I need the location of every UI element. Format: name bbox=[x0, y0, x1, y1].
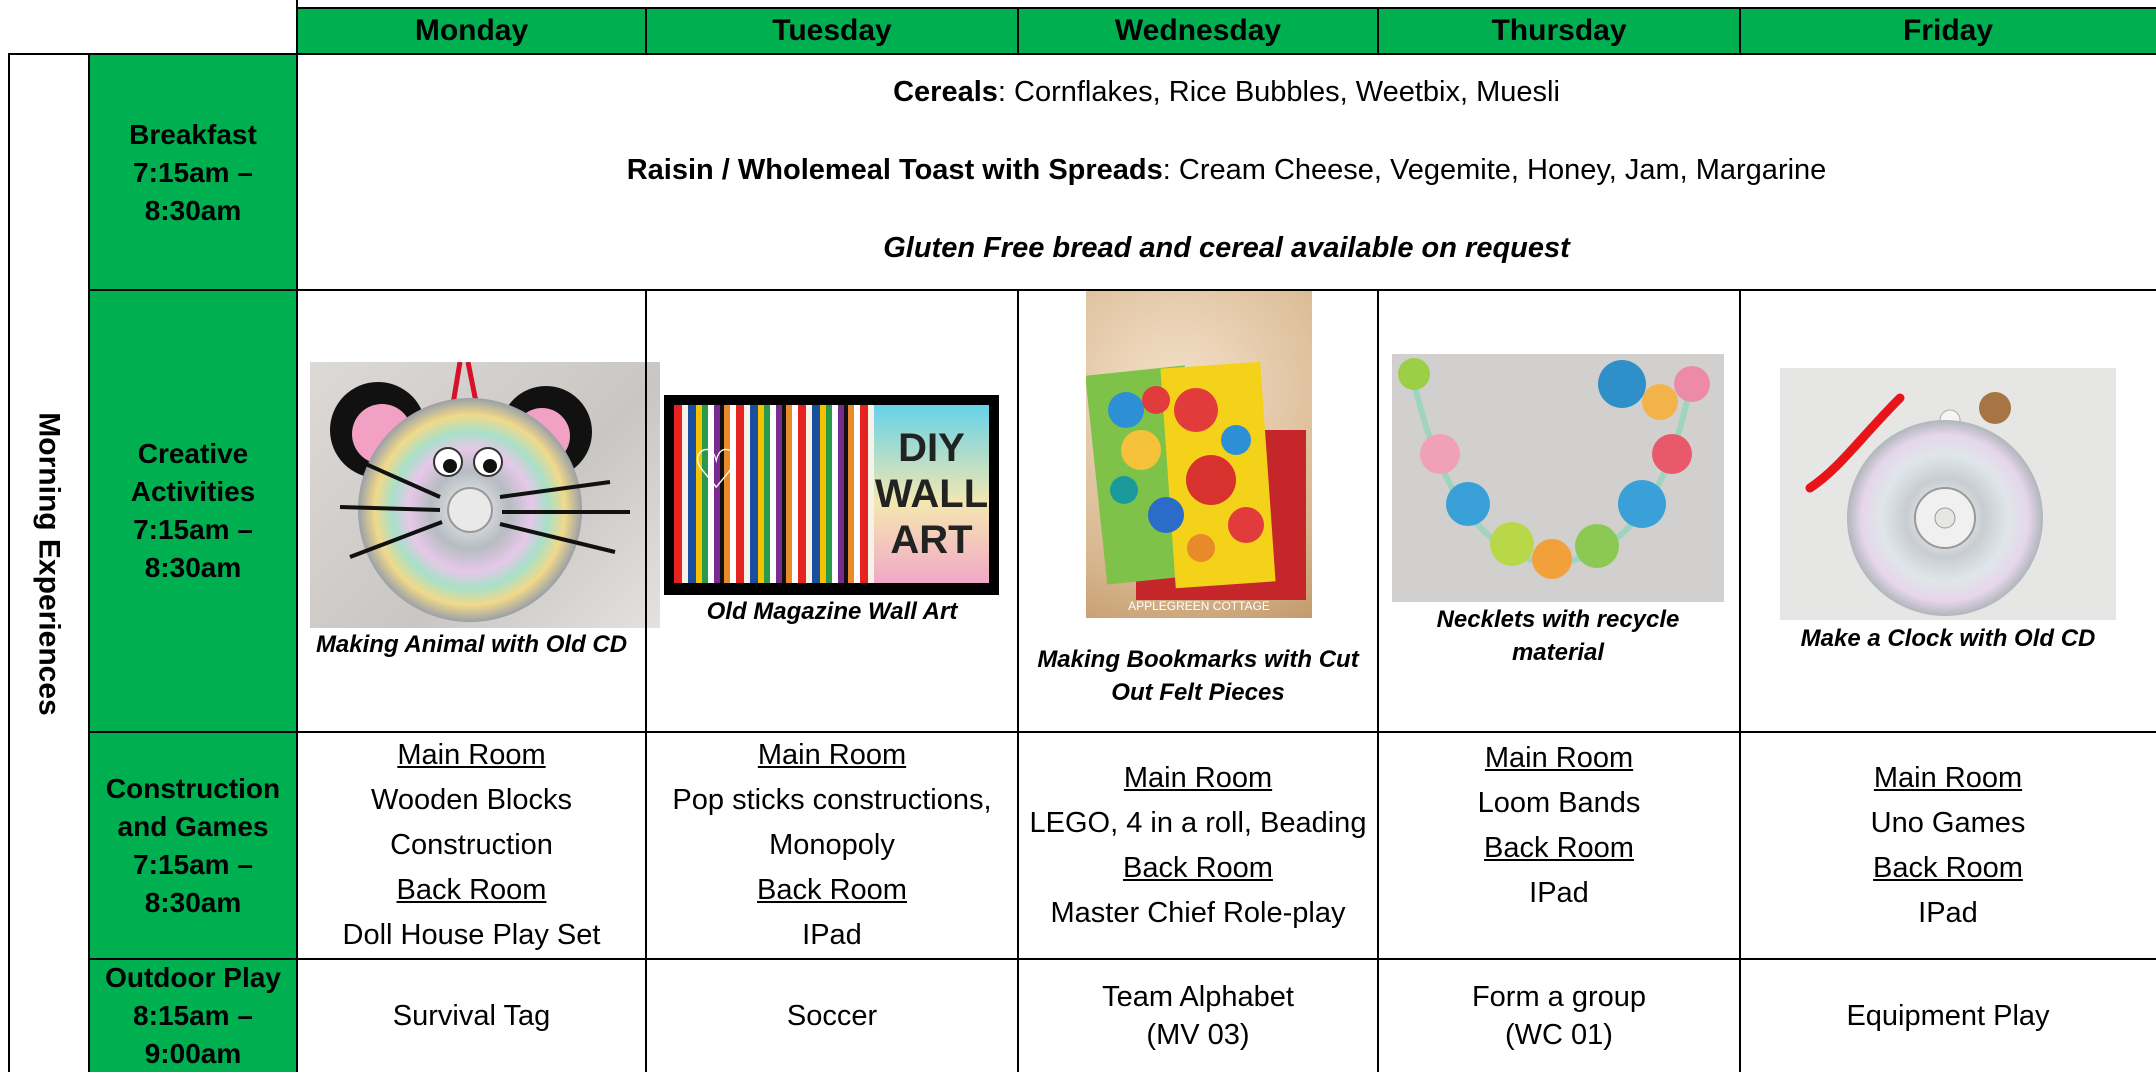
room-heading: Back Room bbox=[757, 874, 907, 906]
grid-line bbox=[8, 53, 2156, 55]
creative-caption-wednesday: Making Bookmarks with Cut Out Felt Pieces bbox=[1037, 646, 1359, 706]
toast-label: Raisin / Wholemeal Toast with Spreads bbox=[626, 154, 1163, 186]
activity-line: IPad bbox=[802, 919, 862, 951]
row-label: Construction and Games 7:15am – 8:30am bbox=[105, 772, 281, 918]
felt-bookmarks-photo bbox=[1086, 290, 1312, 618]
activity-line: Uno Games bbox=[1870, 806, 2026, 839]
activity-line: Loom Bands bbox=[1477, 787, 1641, 819]
creative-caption-monday: Making Animal with Old CD bbox=[315, 631, 628, 658]
outdoor-wednesday-cell bbox=[1018, 959, 1378, 1072]
row-label: Breakfast 7:15am – 8:30am bbox=[129, 118, 257, 226]
outdoor-monday-cell bbox=[297, 959, 646, 1072]
gluten-free-note: Gluten Free bread and cereal available on request bbox=[883, 232, 1570, 264]
room-heading: Back Room bbox=[396, 874, 547, 906]
activity-line: Soccer bbox=[786, 999, 878, 1032]
activity-line: Doll House Play Set bbox=[342, 919, 601, 951]
creative-caption-thursday: Necklets with recycle material bbox=[1436, 606, 1680, 666]
room-heading: Main Room bbox=[757, 739, 907, 771]
section-label-text: Morning Experiences bbox=[32, 411, 66, 716]
toast-line bbox=[627, 151, 1827, 189]
row-label: Outdoor Play 8:15am – 9:00am bbox=[105, 961, 281, 1069]
grid-line bbox=[1017, 290, 1019, 1072]
room-heading: Back Room bbox=[1484, 832, 1634, 864]
grid-line bbox=[1377, 7, 1379, 55]
grid-line bbox=[88, 53, 90, 1072]
grid-line bbox=[89, 958, 2156, 960]
day-header-friday: Friday bbox=[1902, 14, 1994, 47]
grid-line bbox=[1739, 7, 1741, 55]
cereals-line bbox=[893, 73, 1560, 111]
activity-line: Equipment Play bbox=[1846, 999, 2050, 1032]
activity-line: Construction bbox=[390, 829, 553, 861]
outdoor-tuesday-cell bbox=[646, 959, 1018, 1072]
day-header-tuesday: Tuesday bbox=[772, 14, 892, 47]
construction-friday-cell bbox=[1740, 732, 2156, 959]
cereals-label: Cereals bbox=[893, 76, 998, 108]
diy-wall-art-photo bbox=[664, 395, 999, 595]
day-header-monday: Monday bbox=[414, 14, 529, 47]
activity-line: Master Chief Role-play bbox=[1050, 896, 1346, 929]
cd-mouse-craft-photo bbox=[310, 362, 660, 628]
cd-mouse-illustration bbox=[310, 362, 660, 628]
activity-line: Monopoly bbox=[769, 829, 895, 861]
activity-line: Wooden Blocks bbox=[371, 784, 572, 816]
heart-shape: ♡ bbox=[692, 440, 741, 500]
row-header-breakfast bbox=[89, 55, 297, 290]
activity-line: Form a group bbox=[1471, 980, 1647, 1013]
row-header-creative bbox=[89, 290, 297, 732]
spreads-list: : Cream Cheese, Vegemite, Honey, Jam, Margarine bbox=[1162, 154, 1827, 186]
bookmarks-watermark: APPLEGREEN COTTAGE bbox=[1128, 599, 1270, 613]
activity-line: Team Alphabet bbox=[1102, 980, 1294, 1013]
grid-line bbox=[89, 289, 2156, 291]
row-header-construction bbox=[89, 732, 297, 959]
activity-line: IPad bbox=[1918, 896, 1978, 929]
wall-art-text-art: ART bbox=[890, 518, 973, 562]
grid-line bbox=[1739, 290, 1741, 1072]
outdoor-thursday-cell bbox=[1378, 959, 1740, 1072]
grid-line bbox=[645, 290, 647, 1072]
construction-thursday-cell bbox=[1378, 732, 1740, 959]
cereals-list: : Cornflakes, Rice Bubbles, Weetbix, Muesli bbox=[997, 76, 1560, 108]
grid-line bbox=[8, 53, 10, 1072]
day-header-thursday: Thursday bbox=[1491, 14, 1627, 47]
cd-clock-photo bbox=[1780, 368, 2116, 620]
construction-monday-cell bbox=[297, 732, 646, 959]
grid-line bbox=[296, 0, 298, 1072]
section-label-morning-experiences bbox=[8, 55, 89, 1072]
cd-clock-illustration bbox=[1780, 368, 2116, 620]
creative-caption-tuesday: Old Magazine Wall Art bbox=[706, 598, 958, 625]
activity-line: LEGO, 4 in a roll, Beading bbox=[1029, 806, 1367, 839]
grid-line bbox=[297, 7, 2156, 9]
wall-art-text-panel bbox=[874, 405, 989, 583]
room-heading: Main Room bbox=[1123, 761, 1273, 794]
activity-line: (WC 01) bbox=[1505, 1018, 1613, 1051]
flower-necklace-photo bbox=[1392, 354, 1724, 602]
bookmarks-illustration bbox=[1086, 290, 1312, 618]
grid-line bbox=[1017, 7, 1019, 55]
activity-line: Pop sticks constructions, bbox=[672, 784, 992, 816]
necklace-illustration bbox=[1392, 354, 1724, 602]
row-label: Creative Activities 7:15am – 8:30am bbox=[130, 438, 256, 583]
row-header-outdoor bbox=[89, 959, 297, 1072]
activity-line: IPad bbox=[1529, 877, 1589, 909]
room-heading: Main Room bbox=[1873, 761, 2023, 794]
grid-line bbox=[645, 7, 647, 55]
wall-art-text-diy: DIY bbox=[898, 426, 965, 470]
room-heading: Back Room bbox=[1123, 851, 1273, 884]
outdoor-friday-cell bbox=[1740, 959, 2156, 1072]
creative-caption-friday: Make a Clock with Old CD bbox=[1800, 625, 2096, 652]
activity-line: (MV 03) bbox=[1146, 1018, 1250, 1051]
room-heading: Main Room bbox=[1484, 742, 1634, 774]
grid-line bbox=[89, 731, 2156, 733]
wall-art-text-wall: WALL bbox=[874, 472, 989, 516]
activity-line: Survival Tag bbox=[392, 999, 551, 1032]
grid-line bbox=[1377, 290, 1379, 1072]
breakfast-menu-cell bbox=[297, 55, 2156, 290]
day-header-wednesday: Wednesday bbox=[1114, 14, 1282, 47]
room-heading: Back Room bbox=[1873, 851, 2023, 884]
room-heading: Main Room bbox=[397, 739, 546, 771]
construction-wednesday-cell bbox=[1018, 732, 1378, 959]
construction-tuesday-cell bbox=[646, 732, 1018, 959]
